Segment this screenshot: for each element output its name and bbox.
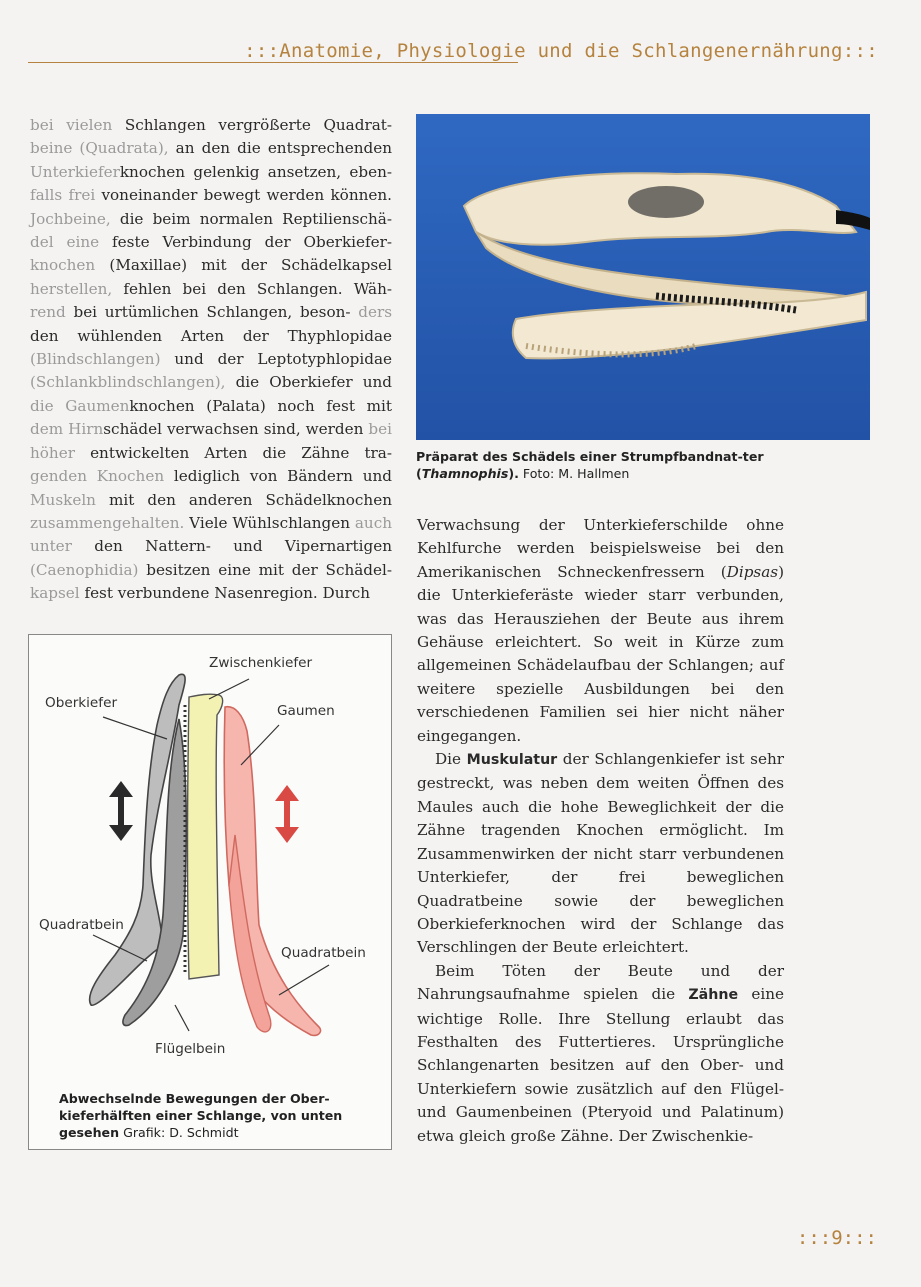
leader-fluegelbein — [175, 1005, 189, 1031]
left-column — [30, 114, 392, 606]
left-paragraph-fragment: knochen (Palata) noch fest mit — [129, 396, 392, 415]
leader-quadratbein-right — [279, 965, 329, 995]
page-number-value: 9 — [831, 1227, 843, 1249]
right-column — [417, 514, 784, 1148]
left-paragraph-fragment: ders — [350, 303, 393, 322]
left-paragraph-fragment: bei urtümlichen Schlangen, beson- — [65, 303, 351, 322]
photo-caption-species: Thamnophis — [421, 466, 509, 481]
left-paragraph-fragment: fest verbundene Nasenregion. Durch — [79, 584, 371, 603]
right-p2-end: der Schlangenkiefer ist sehr gestreckt, was neben dem weiten Öffnen des Maules auch die hohe Beweglichkeit der die Zähne tragenden Knochen ermöglicht. Im Zusammenwirken der nicht starr verbundenen Unterkiefer, der frei beweglichen Quadratbeine sowie der beweglichen Oberkieferknochen wird der Schlange das Verschlingen der Beute erleichtert. — [417, 750, 784, 957]
left-paragraph-fragment: die Gaumen — [30, 396, 130, 415]
left-paragraph-fragment: del eine — [30, 233, 100, 252]
left-paragraph-fragment: (Blindschlangen) — [30, 350, 161, 369]
left-paragraph-fragment: genden Knochen — [30, 467, 165, 486]
label-fluegelbein: Flügelbein — [155, 1041, 226, 1057]
left-paragraph-fragment: an den die entsprechenden — [168, 139, 393, 158]
label-gaumen: Gaumen — [277, 703, 335, 719]
left-paragraph-fragment: entwickelten Arten die Zähne tra- — [74, 443, 392, 462]
left-paragraph-fragment: Schlangen vergrößerte Quadrat- — [112, 116, 392, 134]
left-paragraph-fragment: die Oberkiefer und — [225, 373, 392, 392]
left-paragraph-fragment: falls frei — [30, 186, 96, 205]
photo-caption-title-end: ). — [508, 466, 519, 481]
right-p1-text: Verwachsung der Unterkieferschilde ohne Kehlfurche werden beispielsweise bei den Amerikanischen Schneckenfressern ( — [417, 516, 784, 581]
left-paragraph-fragment: herstellen, — [30, 279, 113, 298]
left-paragraph-fragment: den wühlenden Arten der Thyphlopidae — [30, 326, 392, 345]
left-paragraph-fragment: knochen — [30, 256, 96, 275]
left-paragraph-fragment: rend — [30, 303, 66, 322]
left-paragraph-fragment: (Maxillae) mit der Schädelkapsel — [95, 256, 392, 275]
left-paragraph-fragment: dem Hirn — [30, 420, 104, 439]
left-paragraph-fragment: Viele Wühlschlangen — [184, 513, 355, 532]
left-paragraph-fragment: bei vielen — [30, 116, 113, 134]
left-paragraph-fragment: und der Leptotyphlopidae — [160, 350, 392, 369]
right-p1-italic: Dipsas — [726, 562, 779, 581]
photo-caption-title: Präparat des Schädels einer Strumpfbandnat-ter ( — [416, 449, 764, 481]
left-paragraph-fragment: lediglich von Bändern und — [164, 467, 393, 486]
right-paragraph-1 — [417, 514, 784, 748]
leader-zwischenkiefer — [209, 679, 249, 699]
right-paragraph-3 — [417, 960, 784, 1148]
left-paragraph — [30, 114, 392, 606]
left-paragraph-fragment: zusammengehalten. — [30, 513, 185, 532]
right-p3-start: Beim Töten der Beute und der Nahrungsaufnahme spielen die — [417, 961, 784, 1004]
diagram-caption-credit: Grafik: D. Schmidt — [119, 1125, 239, 1140]
left-paragraph-fragment: die beim normalen Reptilienschä- — [110, 209, 392, 228]
right-p1-end: ) die Unterkieferäste wieder starr verbunden, was das Herausziehen der Beute aus ihrem Gehäuse erleichtert. So weit in Kürze zum allgemeinen Schädelaufbau der Schlangen; auf weitere spezielle Ausbildungen bei den verschiedenen Familien sei hier nicht näher eingegangen. — [417, 562, 784, 745]
label-oberkiefer: Oberkiefer — [45, 695, 118, 711]
header-rule — [28, 62, 518, 63]
left-paragraph-fragment: besitzen eine mit der Schädel- — [138, 560, 392, 579]
photo-caption — [416, 448, 796, 482]
left-paragraph-fragment: Jochbeine, — [30, 209, 111, 228]
running-header: :::Anatomie, Physiologie und die Schlangenernährung::: — [244, 40, 878, 62]
label-zwischenkiefer: Zwischenkiefer — [209, 655, 313, 671]
left-paragraph-fragment: auch unter — [30, 513, 392, 556]
keyword-muskulatur: Muskulatur — [466, 752, 558, 769]
skull-illustration — [416, 114, 870, 440]
diagram-caption-title: Abwechselnde Bewegungen der Ober-kieferhälften einer Schlange, von unten gesehen — [59, 1091, 343, 1140]
left-paragraph-fragment: Unterkiefer — [30, 162, 120, 181]
left-paragraph-fragment: Muskeln — [30, 490, 96, 509]
page-number-suffix: ::: — [842, 1227, 877, 1249]
left-paragraph-fragment: (Caenophidia) — [30, 560, 139, 579]
zwischenkiefer-yellow-bone — [188, 694, 223, 979]
left-paragraph-fragment: voneinander bewegt werden können. — [95, 186, 392, 205]
photo-caption-credit: Foto: M. Hallmen — [518, 466, 630, 481]
keyword-zaehne: Zähne — [688, 987, 739, 1004]
left-paragraph-fragment: beine (Quadrata), — [30, 139, 169, 158]
page-number-prefix: ::: — [796, 1227, 832, 1249]
left-paragraph-fragment: knochen gelenkig ansetzen, eben- — [119, 162, 392, 181]
right-paragraph-2 — [417, 748, 784, 960]
right-p2-start: Die — [435, 750, 467, 769]
left-paragraph-fragment: bei höher — [30, 420, 392, 462]
left-paragraph-fragment: kapsel — [30, 584, 80, 603]
label-quadratbein-right: Quadratbein — [281, 945, 366, 961]
left-paragraph-fragment: fehlen bei den Schlangen. Wäh- — [112, 279, 392, 298]
right-p3-end: eine wichtige Rolle. Ihre Stellung erlaubt das Festhalten des Futtertieres. Ursprüngliche Schlangenarten besitzen auf den Ober- und Unterkiefern sowie zusätzlich auf den Flügel- und Gaumenbeinen (Pteryoid und Palatinum) etwa gleich große Zähne. Der Zwischenkie- — [417, 985, 784, 1145]
left-paragraph-fragment: feste Verbindung der Oberkiefer- — [99, 233, 392, 252]
left-paragraph-fragment: schädel verwachsen sind, werden — [103, 420, 369, 439]
left-paragraph-fragment: den Nattern- und Vipernartigen — [71, 537, 392, 556]
left-paragraph-fragment: mit den anderen Schädelknochen — [95, 490, 392, 509]
diagram-caption — [59, 1090, 379, 1141]
label-quadratbein-left: Quadratbein — [39, 917, 124, 933]
left-paragraph-fragment: (Schlankblindschlangen), — [30, 373, 226, 392]
page-number — [797, 1227, 877, 1249]
jaw-diagram — [28, 634, 392, 1150]
skull-photo — [416, 114, 870, 440]
